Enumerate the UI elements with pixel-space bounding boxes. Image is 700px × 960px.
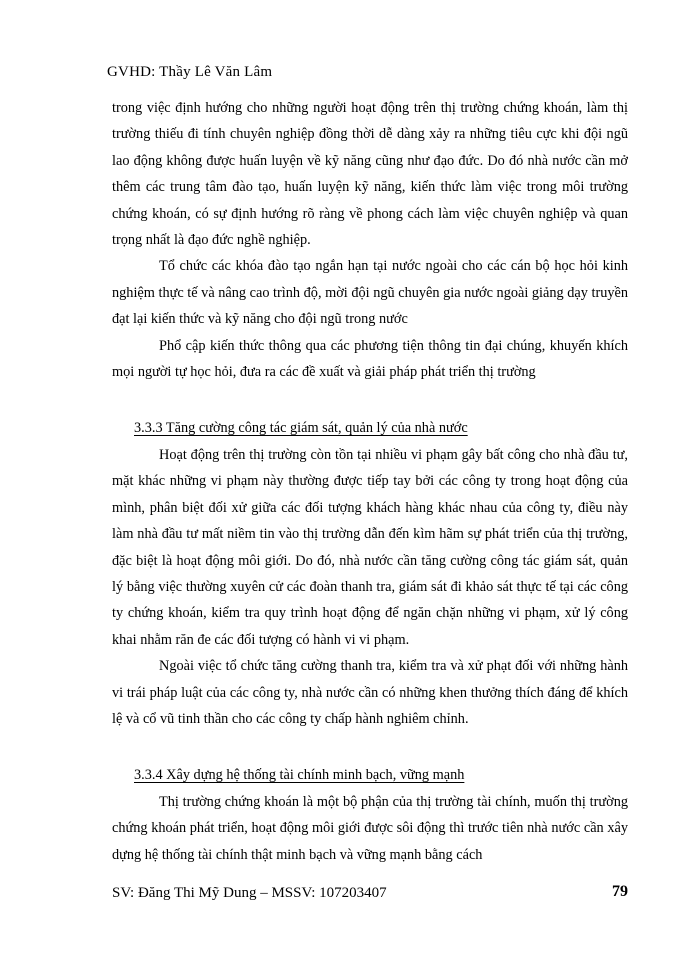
student-info: SV: Đăng Thi Mỹ Dung – MSSV: 107203407 <box>112 885 387 901</box>
paragraph: Thị trường chứng khoán là một bộ phận của thị trường tài chính, muốn thị trường chứng khoán phát triển, hoạt động môi giới được sôi động thì trước tiên nhà nước cần xây dựng hệ thống tài chính thật minh bạch và vững mạnh bằng cách <box>112 793 628 863</box>
page-header: GVHD: Thầy Lê Văn Lâm <box>107 64 273 80</box>
paragraph: Phổ cập kiến thức thông qua các phương tiện thông tin đại chúng, khuyến khích mọi người tự học hỏi, đưa ra các đề xuất và giải pháp phát triển thị trường <box>112 337 628 381</box>
paragraph: Hoạt động trên thị trường còn tồn tại nhiều vi phạm gây bất công cho nhà đầu tư, mặt khác những vi phạm này thường được tiếp tay bởi các công ty trong hoạt động của mình, phân biệt đối xử giữa các đối tượng khách hàng khác nhau của công ty, điều này làm nhà đầu tư mất niềm tin vào thị trường dẫn đến kìm hãm sự phát triển của thị trường, đặc biệt là hoạt động môi giới. Do đó, nhà nước cần tăng cường công tác giám sát, quản lý bằng việc thường xuyên cử các đoàn thanh tra, giám sát đi khảo sát thực tế tại các công ty chứng khoán, kiểm tra quy trình hoạt động để ngăn chặn những vi phạm, xử lý công khai nhằm răn đe các đối tượng có hành vi vi phạm. <box>112 446 628 648</box>
paragraph: trong việc định hướng cho những người hoạt động trên thị trường chứng khoán, làm thị trường thiếu đi tính chuyên nghiệp đồng thời dễ dàng xảy ra những tiêu cực khi đội ngũ lao động không được huấn luyện về kỹ năng cũng như đạo đức. Do đó nhà nước cần mở thêm các trung tâm đào tạo, huấn luyện kỹ năng, kiến thức làm việc trong môi trường chứng khoán, có sự định hướng rõ ràng về phong cách làm việc chuyên nghiệp và quan trọng nhất là đạo đức nghề nghiệp. <box>112 100 628 249</box>
section-heading-3-3-4: 3.3.4 Xây dựng hệ thống tài chính minh bạch, vững mạnh <box>134 767 465 784</box>
paragraph: Tổ chức các khóa đào tạo ngắn hạn tại nước ngoài cho các cán bộ học hỏi kinh nghiệm thực tế và nâng cao trình độ, mời đội ngũ chuyên gia nước ngoài giảng dạy truyền đạt lại kiến thức và kỹ năng cho đội ngũ trong nước <box>112 258 628 328</box>
section-heading-3-3-3: 3.3.3 Tăng cường công tác giám sát, quản lý của nhà nước <box>134 420 468 437</box>
paragraph: Ngoài việc tổ chức tăng cường thanh tra, kiểm tra và xử phạt đối với những hành vi trái pháp luật của các công ty, nhà nước cần có những khen thưởng thích đáng để khích lệ và cổ vũ tinh thần cho các công ty chấp hành nghiêm chỉnh. <box>112 658 628 727</box>
page-number: 79 <box>612 883 628 900</box>
page-body <box>112 95 628 868</box>
